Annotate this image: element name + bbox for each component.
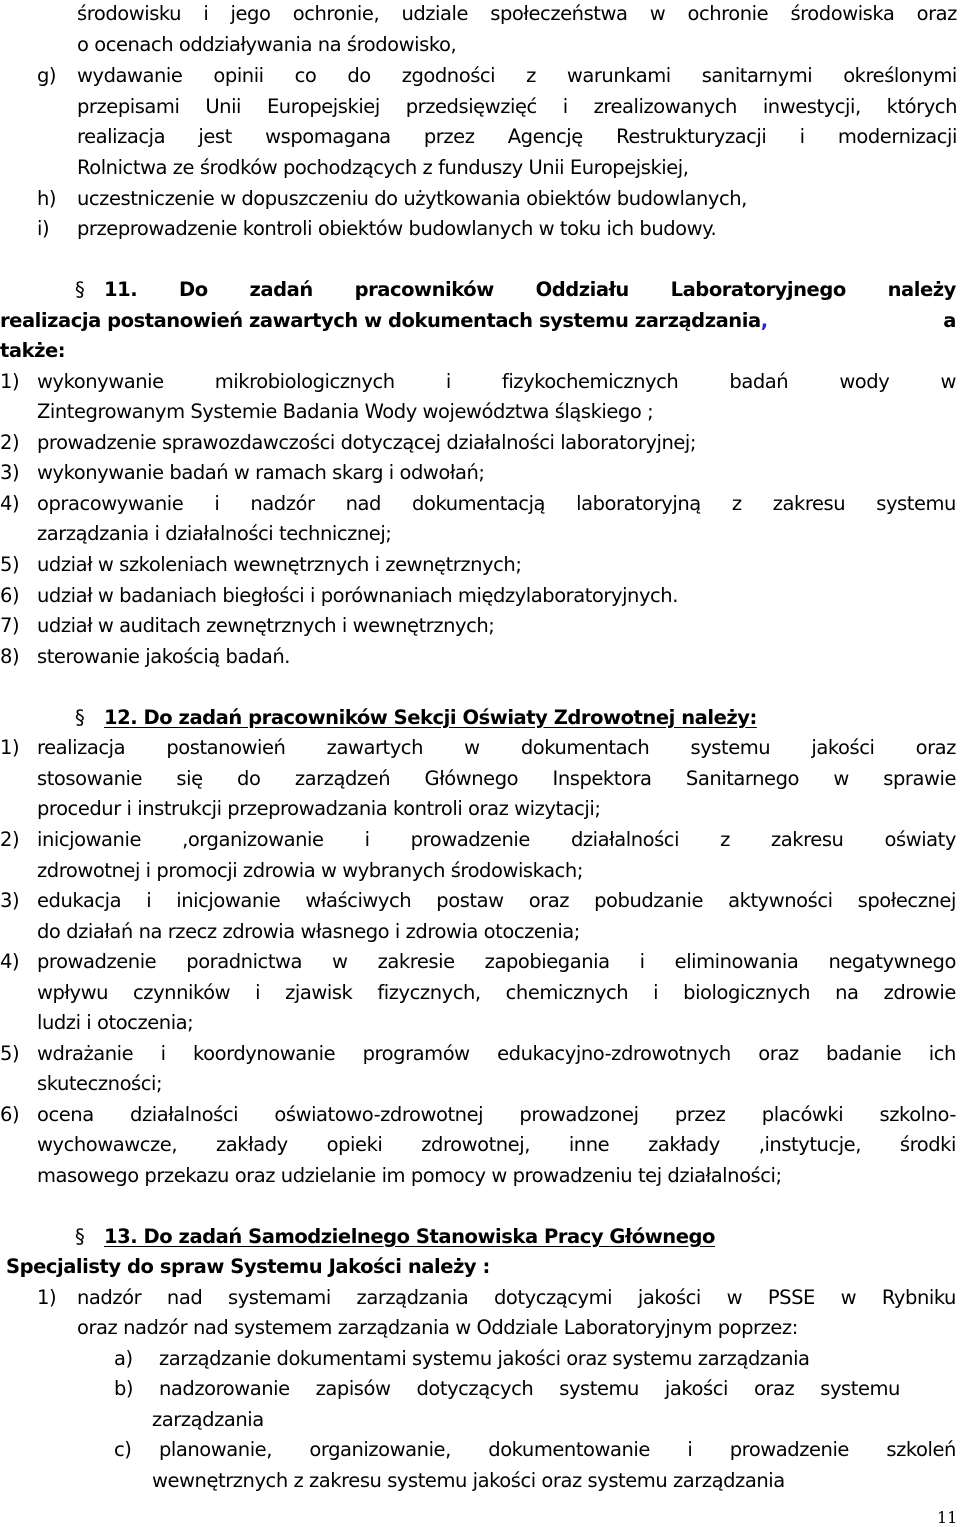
word: zawartych (326, 736, 423, 759)
word: opinii (213, 64, 264, 87)
list-marker: 2) (0, 828, 20, 851)
section-sign: § (75, 706, 85, 729)
word: systemu (820, 1377, 900, 1400)
word: dotyczącymi (494, 1286, 613, 1309)
word: ochronie (687, 2, 769, 25)
sublist-marker: c) (114, 1438, 132, 1461)
word: właściwych (305, 889, 412, 912)
word: inwestycji, (762, 95, 861, 118)
section-heading: 13. Do zadań Samodzielnego Stanowiska Pracy Głównego (104, 1225, 715, 1248)
word: poradnictwa (186, 950, 303, 973)
page-number: 11 (937, 1508, 958, 1527)
sublist-item-text (159, 1378, 900, 1400)
word: Do (179, 278, 208, 301)
word: wdrażanie (37, 1042, 134, 1065)
list-item-text (37, 493, 956, 515)
word: negatywnego (828, 950, 956, 973)
word: co (294, 64, 317, 87)
list-item-text: sterowanie jakością badań. (37, 645, 291, 668)
word: prowadzenie (410, 828, 530, 851)
word: inne (568, 1133, 610, 1156)
word: w (649, 2, 666, 25)
word: wydawanie (77, 64, 183, 87)
word: zgodności (401, 64, 496, 87)
word: z (720, 828, 730, 851)
word: oraz (753, 1377, 795, 1400)
word: realizacja (77, 125, 166, 148)
heading-text: a (943, 309, 956, 332)
word: Głównego (424, 767, 519, 790)
list-marker: 4) (0, 950, 20, 973)
word: do (347, 64, 371, 87)
word: badanie (826, 1042, 902, 1065)
word: fizycznych, (377, 981, 481, 1004)
list-item-text: wykonywanie badań w ramach skarg i odwołań; (37, 461, 485, 484)
list-item-text: zarządzania i działalności technicznej; (37, 522, 392, 545)
word: opieki (326, 1133, 383, 1156)
list-item-text (77, 1287, 956, 1309)
list-item-text: Rolnictwa ze środków pochodzących z funduszy Unii Europejskiej, (77, 156, 689, 179)
word: określonymi (843, 64, 957, 87)
list-item-text: procedur i instrukcji przeprowadzania kontroli oraz wizytacji; (37, 797, 601, 820)
word: ochronie, (292, 2, 380, 25)
list-marker: i) (37, 217, 50, 240)
word: działalności (570, 828, 680, 851)
list-marker: 7) (0, 614, 20, 637)
paragraph-line (77, 3, 957, 25)
word: zakresu (772, 492, 846, 515)
list-item-text (37, 768, 956, 790)
word: nadzór (250, 492, 315, 515)
word: wpływu (37, 981, 109, 1004)
word: przedsięwzięć (405, 95, 537, 118)
word: fizykochemicznych (501, 370, 679, 393)
list-item-text (37, 737, 956, 759)
list-item-text: prowadzenie sprawozdawczości dotyczącej działalności laboratoryjnej; (37, 431, 697, 454)
section-heading (104, 279, 956, 301)
word: inicjowanie (37, 828, 141, 851)
word: zakłady (216, 1133, 288, 1156)
list-item-text: Zintegrowanym Systemie Badania Wody województwa śląskiego ; (37, 400, 654, 423)
word: dotyczących (416, 1377, 534, 1400)
word: nadzór (77, 1286, 142, 1309)
list-item-text (37, 1043, 956, 1065)
word: w (332, 950, 348, 973)
word: pracowników (354, 278, 494, 301)
word: Inspektora (552, 767, 652, 790)
word: i (799, 125, 805, 148)
word: programów (362, 1042, 470, 1065)
word: eliminowania (674, 950, 799, 973)
word: chemicznych (505, 981, 629, 1004)
word: nad (166, 1286, 203, 1309)
word: nadzorowanie (159, 1377, 290, 1400)
section-sign: § (75, 1225, 85, 1248)
list-item-text: zdrowotnej i promocji zdrowia w wybranych środowiskach; (37, 859, 583, 882)
word: nad (345, 492, 381, 515)
list-marker: 5) (0, 553, 20, 576)
word: zakresu (771, 828, 844, 851)
word: zadań (249, 278, 313, 301)
sublist-marker: a) (114, 1347, 133, 1370)
list-marker: 1) (0, 370, 20, 393)
word: wychowawcze, (37, 1133, 178, 1156)
word: z (526, 64, 536, 87)
word: zarządzania (356, 1286, 469, 1309)
word: i (639, 950, 645, 973)
section-sign: § (75, 278, 85, 301)
word: sanitarnymi (701, 64, 813, 87)
word: modernizacji (837, 125, 957, 148)
list-item-text: oraz nadzór nad systemem zarządzania w Oddziale Laboratoryjnym poprzez: (77, 1316, 798, 1339)
word: działalności (130, 1103, 239, 1126)
word: PSSE (767, 1286, 815, 1309)
word: sprawie (883, 767, 956, 790)
list-item-text (37, 1134, 956, 1156)
word: inicjowanie (176, 889, 281, 912)
list-item-text (37, 829, 956, 851)
word: aktywności (728, 889, 833, 912)
word: ,instytucje, (758, 1133, 861, 1156)
paragraph-line: o ocenach oddziaływania na środowisko, (77, 33, 457, 56)
list-item-text (37, 890, 956, 912)
list-item-text: uczestniczenie w dopuszczeniu do użytkowania obiektów budowlanych, (77, 187, 747, 210)
word: się (176, 767, 203, 790)
list-item-text (37, 371, 956, 393)
word: zapobiegania (484, 950, 610, 973)
word: Europejskiej (266, 95, 380, 118)
word: przepisami (77, 95, 180, 118)
word: koordynowanie (193, 1042, 336, 1065)
word: i (653, 981, 659, 1004)
word: laboratoryjną (576, 492, 701, 515)
word: planowanie, (159, 1438, 272, 1461)
word: Laboratoryjnego (670, 278, 846, 301)
list-item-text (77, 126, 957, 148)
sublist-item-text: wewnętrznych z zakresu systemu jakości oraz systemu zarządzania (152, 1469, 785, 1492)
word: i (214, 492, 220, 515)
section-heading: także: (0, 339, 66, 362)
word: mikrobiologicznych (214, 370, 395, 393)
word: i (562, 95, 568, 118)
word: oraz (916, 2, 957, 25)
list-marker: 1) (37, 1286, 57, 1309)
word: z (731, 492, 742, 515)
word: oraz (915, 736, 956, 759)
list-item-text: do działań na rzecz zdrowia własnego i zdrowia otoczenia; (37, 920, 580, 943)
sublist-marker: b) (114, 1377, 134, 1400)
word: i (203, 2, 209, 25)
list-item-text: masowego przekazu oraz udzielanie im pomocy w prowadzeniu tej działalności; (37, 1164, 782, 1187)
word: organizowanie, (309, 1438, 451, 1461)
section-heading (0, 310, 956, 332)
list-marker: 6) (0, 1103, 20, 1126)
sublist-item-text (159, 1439, 956, 1461)
list-marker: 1) (0, 736, 20, 759)
word: systemu (876, 492, 956, 515)
word: badań (729, 370, 789, 393)
word: w (726, 1286, 743, 1309)
list-marker: h) (37, 187, 57, 210)
list-item-text (37, 982, 956, 1004)
word: wspomagana (265, 125, 391, 148)
word: w (840, 1286, 857, 1309)
word: zapisów (315, 1377, 391, 1400)
word: zdrowie (883, 981, 956, 1004)
word: zarządzeń (294, 767, 391, 790)
word: opracowywanie (37, 492, 184, 515)
word: których (886, 95, 957, 118)
word: w (940, 370, 956, 393)
word: do (237, 767, 261, 790)
word: przez (423, 125, 475, 148)
word: oraz (528, 889, 570, 912)
word: dokumentowanie (488, 1438, 650, 1461)
word: systemami (227, 1286, 331, 1309)
word: biologicznych (683, 981, 811, 1004)
word: systemu (559, 1377, 639, 1400)
word: wody (839, 370, 890, 393)
word: społeczeństwa (490, 2, 628, 25)
word: na (835, 981, 859, 1004)
word: środowiska (790, 2, 895, 25)
list-item-text: udział w szkoleniach wewnętrznych i zewnętrznych; (37, 553, 522, 576)
word: dokumentacją (412, 492, 546, 515)
list-marker: 8) (0, 645, 20, 668)
word: w (833, 767, 849, 790)
word: ocena (37, 1103, 94, 1126)
word: szkoleń (886, 1438, 956, 1461)
list-item-text: ludzi i otoczenia; (37, 1011, 194, 1034)
word: wykonywanie (37, 370, 164, 393)
list-marker: 2) (0, 431, 20, 454)
word: jakości (664, 1377, 728, 1400)
word: prowadzenie (37, 950, 157, 973)
word: zakresie (377, 950, 455, 973)
word: zakłady (648, 1133, 720, 1156)
list-marker: g) (37, 64, 57, 87)
word: systemu (690, 736, 771, 759)
word: Sanitarnego (685, 767, 799, 790)
word: edukacja (37, 889, 122, 912)
word: oraz (758, 1042, 799, 1065)
word: zdrowotnej, (421, 1133, 530, 1156)
list-item-text: skuteczności; (37, 1072, 163, 1095)
word: Restrukturyzacji (616, 125, 767, 148)
word: oświatowo-zdrowotnej (274, 1103, 484, 1126)
sublist-item-text: zarządzanie dokumentami systemu jakości oraz systemu zarządzania (159, 1347, 810, 1370)
word: i (160, 1042, 166, 1065)
word: postaw (436, 889, 504, 912)
word: Oddziału (535, 278, 629, 301)
section-heading: Specjalisty do spraw Systemu Jakości należy : (6, 1255, 490, 1278)
word: zrealizowanych (593, 95, 737, 118)
word: edukacyjno-zdrowotnych (497, 1042, 731, 1065)
word: Rybniku (881, 1286, 956, 1309)
word: stosowanie (37, 767, 142, 790)
word: i (255, 981, 261, 1004)
word: jakości (637, 1286, 701, 1309)
word: zjawisk (285, 981, 353, 1004)
section-heading: 12. Do zadań pracowników Sekcji Oświaty Zdrowotnej należy: (104, 706, 757, 729)
heading-text: realizacja postanowień zawartych w dokumentach systemu zarządzania (0, 309, 761, 332)
sublist-item-text: zarządzania (152, 1408, 264, 1431)
list-item-text (37, 951, 956, 973)
list-item-text: udział w auditach zewnętrznych i wewnętrznych; (37, 614, 495, 637)
list-item-text (77, 65, 957, 87)
word: czynników (133, 981, 231, 1004)
word: społecznej (857, 889, 956, 912)
word: postanowień (166, 736, 286, 759)
list-marker: 3) (0, 461, 20, 484)
word: dokumentach (520, 736, 650, 759)
word: przez (674, 1103, 726, 1126)
word: środowisku (77, 2, 182, 25)
word: środki (899, 1133, 956, 1156)
word: ich (928, 1042, 956, 1065)
word: warunkami (566, 64, 671, 87)
word: i (445, 370, 451, 393)
word: ,organizowanie (182, 828, 324, 851)
list-item-text (37, 1104, 956, 1126)
word: udziale (401, 2, 469, 25)
word: i (146, 889, 152, 912)
word: prowadzonej (519, 1103, 639, 1126)
list-item-text (77, 96, 957, 118)
list-item-text: udział w badaniach biegłości i porównaniach międzylaboratoryjnych. (37, 584, 678, 607)
word: i (687, 1438, 693, 1461)
list-item-text: przeprowadzenie kontroli obiektów budowlanych w toku ich budowy. (77, 217, 717, 240)
word: Agencję (507, 125, 583, 148)
word: 11. (104, 278, 138, 301)
word: Unii (205, 95, 242, 118)
word: należy (887, 278, 956, 301)
word: i (364, 828, 370, 851)
word: pobudzanie (594, 889, 704, 912)
list-marker: 4) (0, 492, 20, 515)
word: placówki (761, 1103, 844, 1126)
highlighted-comma: , (760, 309, 768, 332)
word: w (464, 736, 480, 759)
word: prowadzenie (729, 1438, 849, 1461)
list-marker: 5) (0, 1042, 20, 1065)
word: jakości (811, 736, 875, 759)
list-marker: 3) (0, 889, 20, 912)
word: szkolno- (879, 1103, 956, 1126)
word: jego (230, 2, 271, 25)
word: realizacja (37, 736, 126, 759)
word: oświaty (884, 828, 956, 851)
word: jest (198, 125, 232, 148)
list-marker: 6) (0, 584, 20, 607)
